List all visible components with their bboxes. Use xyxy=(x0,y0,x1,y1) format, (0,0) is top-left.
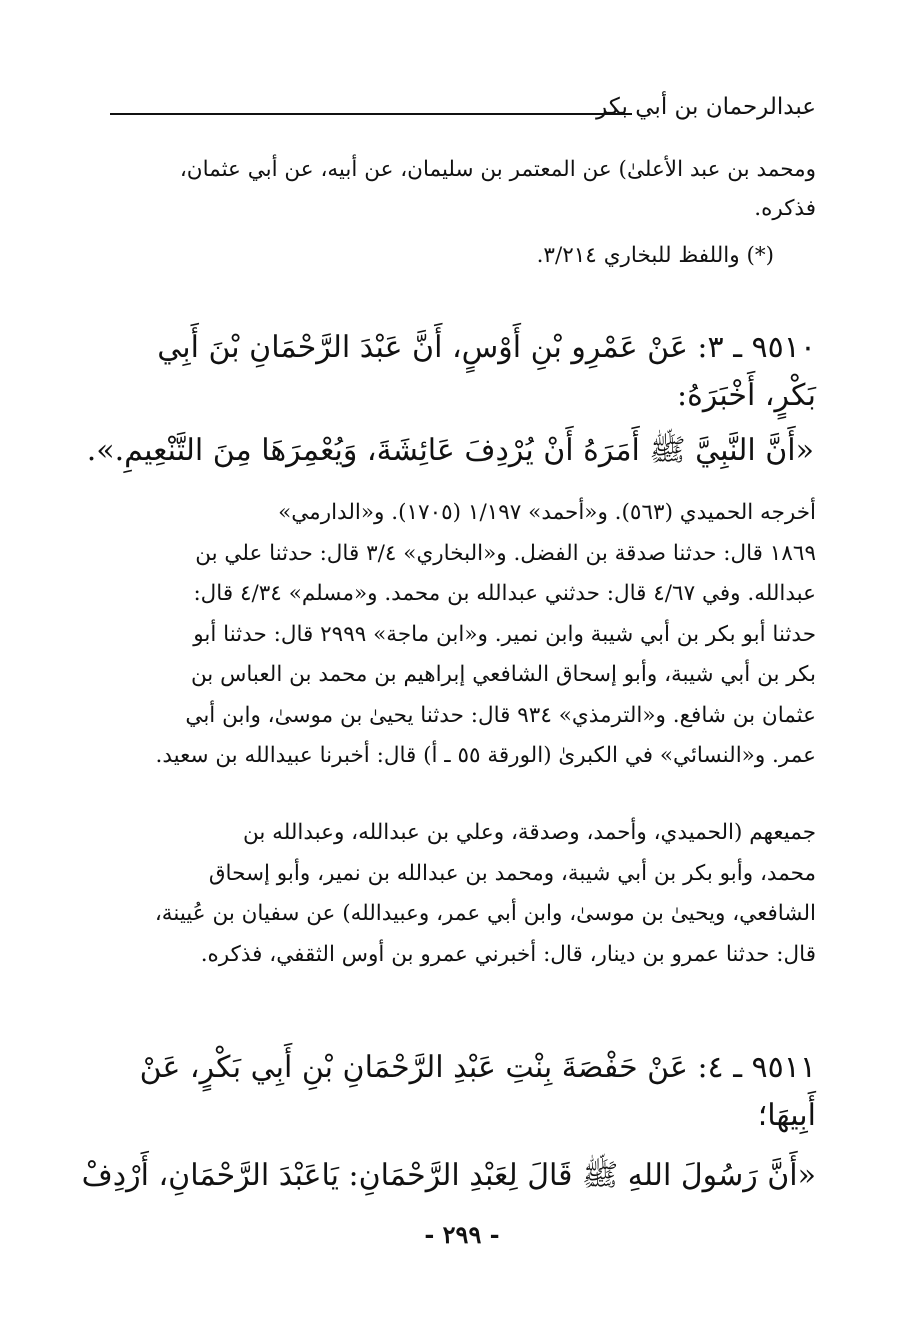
hadith-9510-summary: جميعهم (الحميدي، وأحمد، وصدقة، وعلي بن عبدالله، وعبدالله بن محمد، وأبو بكر بن أبي شيبة، ومحمد بن عبدالله بن نمير، وأبو إسحاق الشافعي، ويحيىٰ بن موسىٰ، وابن أبي عمر، وعبيدالله) عن سفيان بن عُيينة، قال: حدثنا عمرو بن دينار، قال: أخبرني عمرو بن أوس الثقفي، فذكره. xyxy=(154,820,816,967)
hadith-9510-heading: ٩٥١٠ ـ ٣: عَنْ عَمْرِو بْنِ أَوْسٍ، أَنَّ عَبْدَ الرَّحْمَانِ بْنَ أَبِي بَكْرٍ، أَخْبَرَهُ: xyxy=(157,330,816,413)
hadith-9510-takhrij: أخرجه الحميدي (٥٦٣). و«أحمد» ١/١٩٧ (١٧٠٥). و«الدارمي» ١٨٦٩ قال: حدثنا صدقة بن الفضل. و«البخاري» ٣/٤ قال: حدثنا علي بن عبدالله. وفي ٤/٦٧ قال: حدثني عبدالله بن محمد. و«مسلم» ٤/٣٤ قال: حدثنا أبو بكر بن أبي شيبة وابن نمير. و«ابن ماجة» ٢٩٩٩ قال: حدثنا أبو بكر بن أبي شيبة، وأبو إسحاق الشافعي إبراهيم بن محمد بن العباس بن عثمان بن شافع. و«الترمذي» ٩٣٤ قال: حدثنا يحيىٰ بن موسىٰ، وابن أبي عمر. و«النسائي» في الكبرىٰ (الورقة ٥٥ ـ أ) قال: أخبرنا عبيدالله بن سعيد. xyxy=(155,500,816,768)
footnote-note: (*) واللفظ للبخاري ٣/٢١٤. xyxy=(536,243,774,268)
header-rule xyxy=(110,113,632,115)
hadith-9511-heading: ٩٥١١ ـ ٤: عَنْ حَفْصَةَ بِنْتِ عَبْدِ الرَّحْمَانِ بْنِ أَبِي بَكْرٍ، عَنْ أَبِيهَا؛ xyxy=(139,1050,816,1133)
hadith-9510-matn: «أَنَّ النَّبِيَّ ﷺ أَمَرَهُ أَنْ يُرْدِفَ عَائِشَةَ، وَيُعْمِرَهَا مِنَ التَّنْعِيمِ.». xyxy=(86,433,814,468)
page-number: - ٢٩٩ - xyxy=(424,1220,500,1249)
running-title: عبدالرحمان بن أبي بكر xyxy=(596,94,816,120)
continuation-paragraph: ومحمد بن عبد الأعلىٰ) عن المعتمر بن سليمان، عن أبيه، عن أبي عثمان، فذكره. xyxy=(179,157,816,221)
running-header xyxy=(110,92,816,128)
hadith-9511-matn: «أَنَّ رَسُولَ اللهِ ﷺ قَالَ لِعَبْدِ الرَّحْمَانِ: يَاعَبْدَ الرَّحْمَانِ، أَرْدِفْ xyxy=(81,1158,816,1193)
